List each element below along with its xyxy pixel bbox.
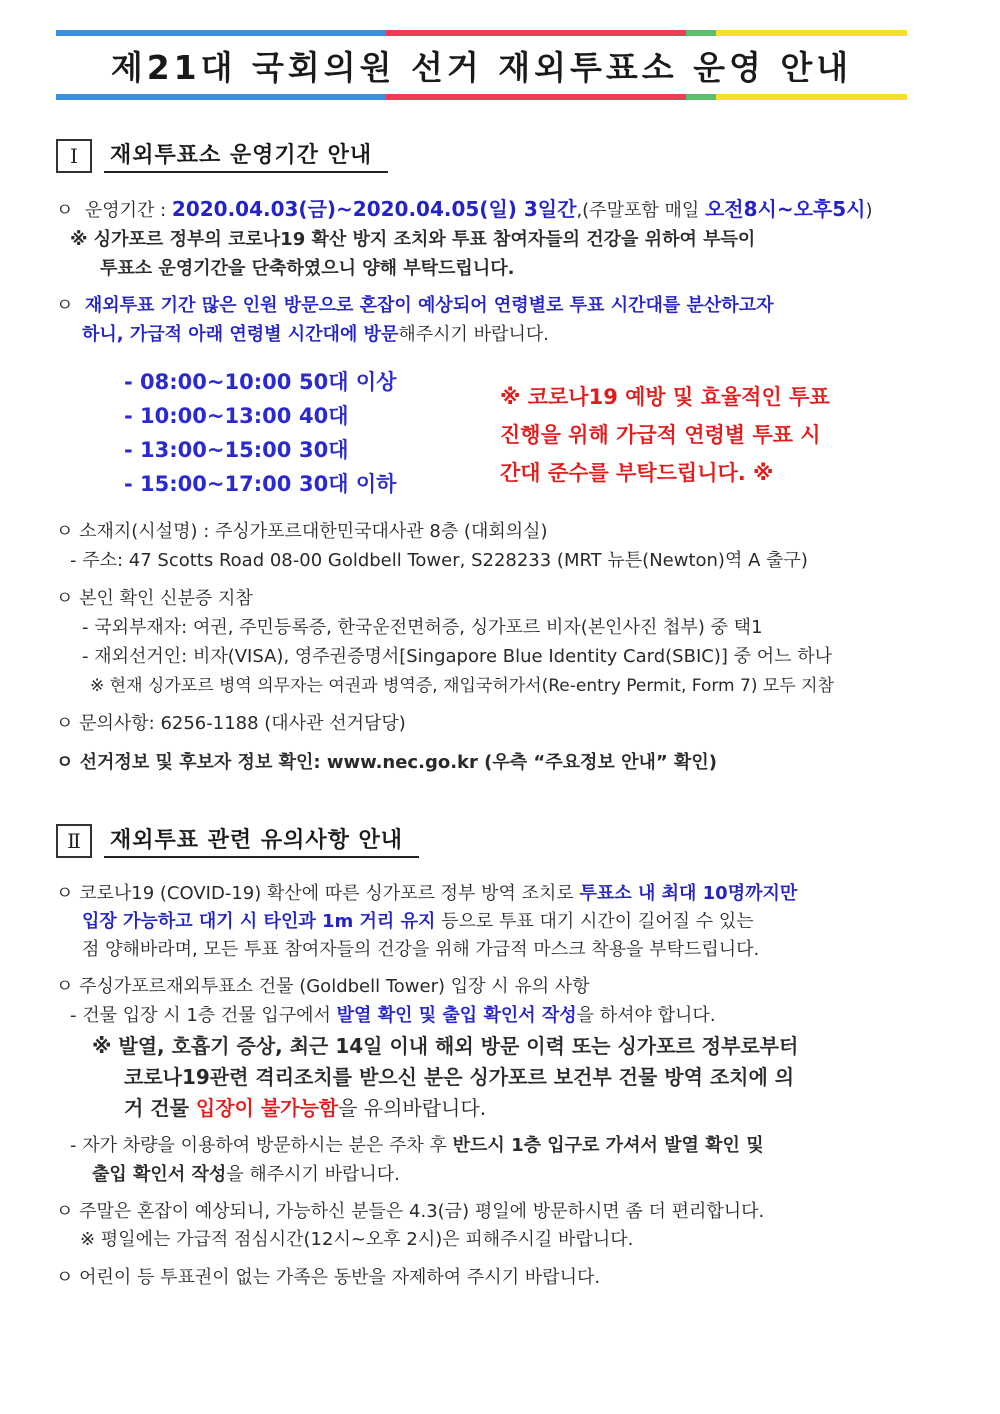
fever-line2: 코로나19관련 격리조치를 받으신 분은 싱가포르 보건부 건물 방역 조치에 의 (124, 1065, 795, 1089)
crowd-line2: 하니, 가급적 아래 연령별 시간대에 방문해주시기 바랍니다. (82, 324, 549, 345)
fever-line1: ※ 발열, 호흡기 증상, 최근 14일 이내 해외 방문 이력 또는 싱가포르 정부로부터 (92, 1034, 799, 1058)
fever-line3: 거 건물 입장이 불가능함을 유의바랍니다. (124, 1096, 487, 1120)
car-line2: 출입 확인서 작성을 해주시기 바랍니다. (92, 1164, 400, 1185)
id-sub-line-1: - 국외부재자: 여권, 주민등록증, 한국운전면허증, 싱가포르 비자(본인사진 첩부) 중 택1 (82, 617, 763, 638)
address-line: - 주소: 47 Scotts Road 08-00 Goldbell Tower, S228233 (MRT 뉴튼(Newton)역 A 출구) (70, 550, 808, 571)
car-line1: - 자가 차량을 이용하여 방문하시는 분은 주차 후 반드시 1층 입구로 가셔서 발열 확인 및 (70, 1135, 764, 1156)
section-2-title: 재외투표 관련 유의사항 안내 (104, 823, 419, 858)
section-2-number: Ⅱ (56, 824, 92, 858)
section-1-title: 재외투표소 운영기간 안내 (104, 138, 388, 173)
schedule-row: - 08:00~10:00 50대 이상 (124, 370, 397, 394)
section-2-heading (56, 823, 419, 858)
title-bottom-stripe (56, 94, 907, 100)
covid-line1: ㅇ 코로나19 (COVID-19) 확산에 따른 싱가포르 정부 방역 조치로 투표소 내 최대 10명까지만 (56, 883, 798, 904)
entry-line: - 건물 입장 시 1층 건물 입구에서 발열 확인 및 출입 확인서 작성을 하셔야 합니다. (70, 1005, 716, 1026)
schedule-row: - 15:00~17:00 30대 이하 (124, 472, 397, 496)
id-sub-line-2: - 재외선거인: 비자(VISA), 영주권증명서[Singapore Blue Identity Card(SBIC)] 중 어느 하나 (82, 646, 832, 667)
lunch-line: ※ 평일에는 가급적 점심시간(12시~오후 2시)은 피해주시길 바랍니다. (80, 1229, 634, 1250)
covid-line3: 점 양해바라며, 모든 투표 참여자들의 건강을 위해 가급적 마스크 착용을 부탁드립니다. (82, 939, 760, 960)
title-top-stripe (56, 30, 907, 36)
weekend-line: ㅇ 주말은 혼잡이 예상되니, 가능하신 분들은 4.3(금) 평일에 방문하시면 좀 더 편리합니다. (56, 1201, 765, 1222)
page-title: 제21대 국회의원 선거 재외투표소 운영 안내 (110, 47, 853, 87)
section-1-number: Ⅰ (56, 139, 92, 173)
age-schedule-list (124, 365, 396, 501)
contact-line: ㅇ 문의사항: 6256-1188 (대사관 선거담당) (56, 713, 406, 734)
schedule-red-note: ※ 코로나19 예방 및 효율적인 투표 진행을 위해 가급적 연령별 투표 시 간대 준수를 부탁드립니다. ※ (500, 385, 830, 485)
schedule-row: - 13:00~15:00 30대 (124, 438, 349, 462)
title-banner (56, 30, 907, 100)
id-sub-line-3: ※ 현재 싱가포르 병역 의무자는 여권과 병역증, 재입국허가서(Re-entry Permit, Form 7) 모두 지참 (90, 676, 834, 696)
building-line: ㅇ 주싱가포르재외투표소 건물 (Goldbell Tower) 입장 시 유의 사항 (56, 976, 590, 997)
crowd-line1: ㅇ 재외투표 기간 많은 인원 방문으로 혼잡이 예상되어 연령별로 투표 시간대를 분산하고자 (56, 295, 774, 316)
section-1-heading (56, 138, 388, 173)
schedule-row: - 10:00~13:00 40대 (124, 404, 349, 428)
children-line: ㅇ 어린이 등 투표권이 없는 가족은 동반을 자제하여 주시기 바랍니다. (56, 1267, 601, 1288)
covid-note-line2: 투표소 운영기간을 단축하였으니 양해 부탁드립니다. (100, 258, 515, 279)
election-info-line: ㅇ 선거정보 및 후보자 정보 확인: www.nec.go.kr (우측 “주요정보 안내” 확인) (56, 752, 717, 773)
location-line: ㅇ 소재지(시설명) : 주싱가포르대한민국대사관 8층 (대회의실) (56, 521, 548, 542)
covid-line2: 입장 가능하고 대기 시 타인과 1m 거리 유지 등으로 투표 대기 시간이 길어질 수 있는 (82, 911, 754, 932)
id-line: ㅇ 본인 확인 신분증 지참 (56, 588, 253, 609)
period-line: ㅇ 운영기간 : 2020.04.03(금)~2020.04.05(일) 3일간,(주말포함 매일 오전8시~오후5시) (56, 197, 873, 221)
covid-note-line1: ※ 싱가포르 정부의 코로나19 확산 방지 조치와 투표 참여자들의 건강을 위하여 부득이 (70, 229, 756, 250)
